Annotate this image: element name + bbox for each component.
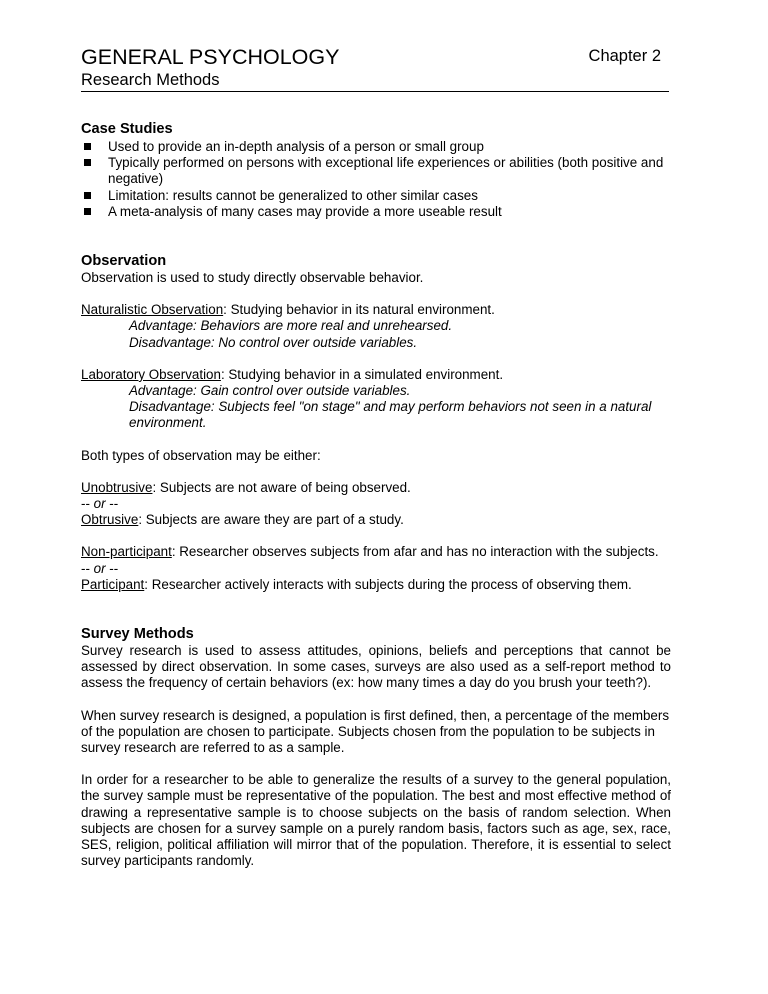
naturalistic-advantage: Advantage: Behaviors are more real and unrehearsed.	[129, 318, 453, 334]
list-item: A meta-analysis of many cases may provide a more useable result	[81, 204, 671, 220]
naturalistic-definition: Naturalistic Observation: Studying behavior in its natural environment.	[81, 302, 495, 318]
square-bullet-icon	[84, 143, 91, 150]
or-separator: -- or --	[81, 496, 119, 512]
naturalistic-disadvantage: Disadvantage: No control over outside variables.	[129, 334, 418, 350]
obtrusive-definition: Obtrusive: Subjects are aware they are part of a study.	[81, 512, 404, 528]
case-studies-list	[81, 139, 671, 220]
course-title: GENERAL PSYCHOLOGY	[81, 45, 340, 69]
list-item: Used to provide an in-depth analysis of a person or small group	[81, 139, 671, 155]
square-bullet-icon	[84, 192, 91, 199]
participant-definition: Participant: Researcher actively interacts with subjects during the process of observing them.	[81, 576, 632, 592]
survey-paragraph-3: In order for a researcher to be able to generalize the results of a survey to the general population, the survey sample must be representative of the population. The best and most effective method of drawing a representative sample is to choose subjects on the basis of random selection. When subjects are chosen for a survey sample on a purely random basis, factors such as age, sex, race, SES, religion, political affiliation will mirror that of the population. Therefore, it is essential to select survey participants randomly.	[81, 772, 671, 869]
both-types-text: Both types of observation may be either:	[81, 447, 321, 463]
or-separator: -- or --	[81, 560, 119, 576]
list-item: Typically performed on persons with exceptional life experiences or abilities (both positive and negative)	[81, 155, 671, 187]
square-bullet-icon	[84, 208, 91, 215]
observation-heading: Observation	[81, 253, 167, 270]
laboratory-definition: Laboratory Observation: Studying behavior in a simulated environment.	[81, 366, 504, 382]
survey-methods-heading: Survey Methods	[81, 626, 194, 643]
survey-paragraph-2: When survey research is designed, a population is first defined, then, a percentage of the members of the population are chosen to participate. Subjects chosen from the population to be subjects in survey research are referred to as a sample.	[81, 707, 670, 756]
header-divider	[81, 91, 669, 92]
chapter-label: Chapter 2	[588, 47, 661, 65]
list-item: Limitation: results cannot be generalized to other similar cases	[81, 188, 671, 204]
observation-intro: Observation is used to study directly observable behavior.	[81, 270, 424, 286]
laboratory-disadvantage: Disadvantage: Subjects feel "on stage" and may perform behaviors not seen in a natural environment.	[129, 399, 652, 431]
square-bullet-icon	[84, 159, 91, 166]
laboratory-advantage: Advantage: Gain control over outside variables.	[129, 383, 411, 399]
survey-paragraph-1: Survey research is used to assess attitudes, opinions, beliefs and perceptions that cannot be assessed by direct observation. In some cases, surveys are also used as a self-report method to assess the frequency of certain behaviors (ex: how many times a day do you brush your teeth?).	[81, 643, 671, 691]
document-body	[81, 120, 671, 870]
section-subtitle: Research Methods	[81, 71, 220, 89]
nonparticipant-definition: Non-participant: Researcher observes subjects from afar and has no interaction with the subjects.	[81, 544, 659, 560]
case-studies-heading: Case Studies	[81, 121, 173, 137]
unobtrusive-definition: Unobtrusive: Subjects are not aware of being observed.	[81, 479, 411, 495]
